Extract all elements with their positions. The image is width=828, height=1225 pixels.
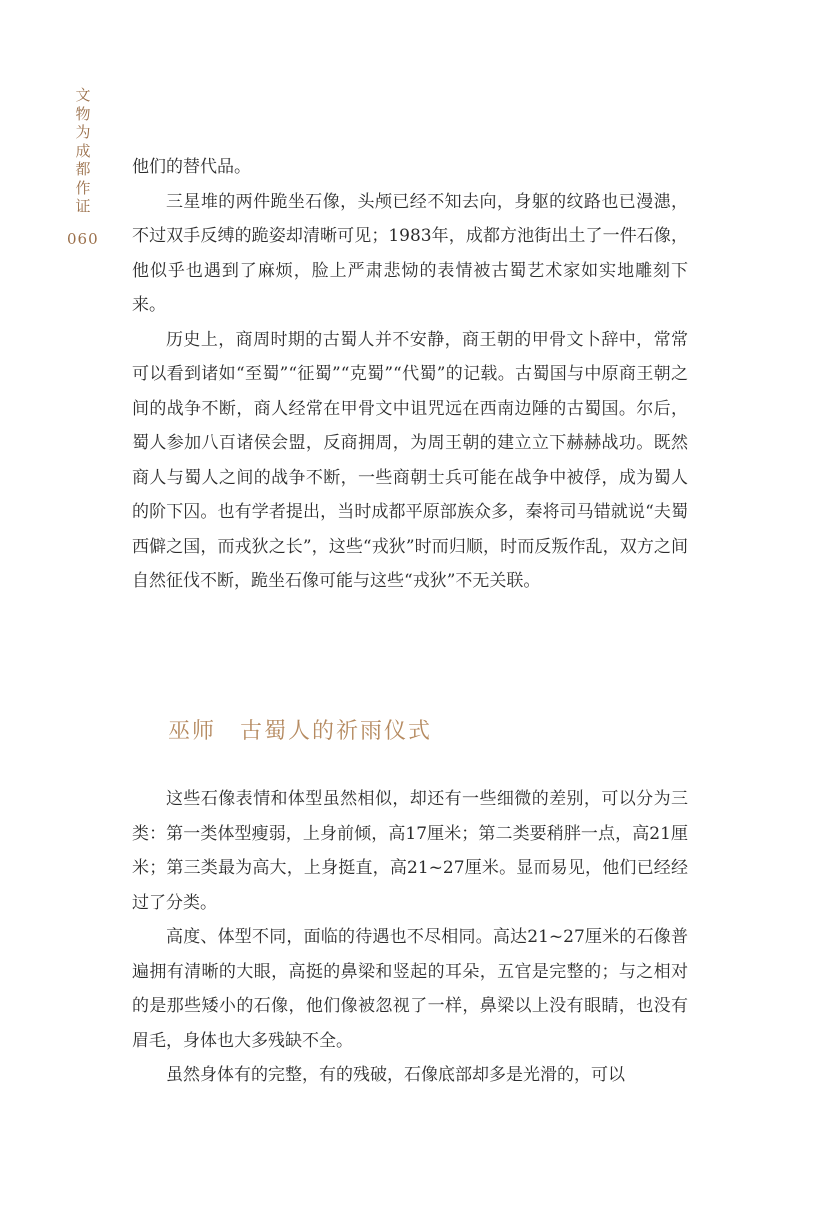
body-text-section-1	[132, 150, 688, 599]
page-number: 060	[67, 230, 99, 248]
body-text-section-2	[132, 782, 688, 1093]
section-heading: 巫师 古蜀人的祈雨仪式	[168, 719, 433, 744]
paragraph: 高度、体型不同，面临的待遇也不尽相同。高达21~27厘米的石像普遍拥有清晰的大眼，高挺的鼻梁和竖起的耳朵，五官是完整的；与之相对的是那些矮小的石像，他们像被忽视了一样，鼻梁以上没有眼睛，也没有眉毛，身体也大多残缺不全。	[132, 927, 688, 1051]
paragraph: 三星堆的两件跪坐石像，头颅已经不知去向，身躯的纹路也已漫漶，不过双手反缚的跪姿却清晰可见；1983年，成都方池街出土了一件石像，他似乎也遇到了麻烦，脸上严肃悲恸的表情被古蜀艺术家如实地雕刻下来。	[132, 191, 688, 315]
paragraph: 他们的替代品。	[132, 157, 251, 177]
paragraph: 这些石像表情和体型虽然相似，却还有一些细微的差别，可以分为三类：第一类体型瘦弱，上身前倾，高17厘米；第二类要稍胖一点，高21厘米；第三类最为高大，上身挺直，高21~27厘米。显而易见，他们已经经过了分类。	[132, 789, 688, 913]
paragraph: 虽然身体有的完整，有的残破，石像底部却多是光滑的，可以	[166, 1065, 625, 1085]
running-title: 文物为成都作证	[75, 86, 91, 215]
paragraph: 历史上，商周时期的古蜀人并不安静，商王朝的甲骨文卜辞中，常常可以看到诸如“至蜀”“征蜀”“克蜀”“代蜀”的记载。古蜀国与中原商王朝之间的战争不断，商人经常在甲骨文中诅咒远在西南边陲的古蜀国。尔后，蜀人参加八百诸侯会盟，反商拥周，为周王朝的建立立下赫赫战功。既然商人与蜀人之间的战争不断，一些商朝士兵可能在战争中被俘，成为蜀人的阶下囚。也有学者提出，当时成都平原部族众多，秦将司马错就说“夫蜀西僻之国，而戎狄之长”，这些“戎狄”时而归顺，时而反叛作乱，双方之间自然征伐不断，跪坐石像可能与这些“戎狄”不无关联。	[132, 329, 688, 591]
